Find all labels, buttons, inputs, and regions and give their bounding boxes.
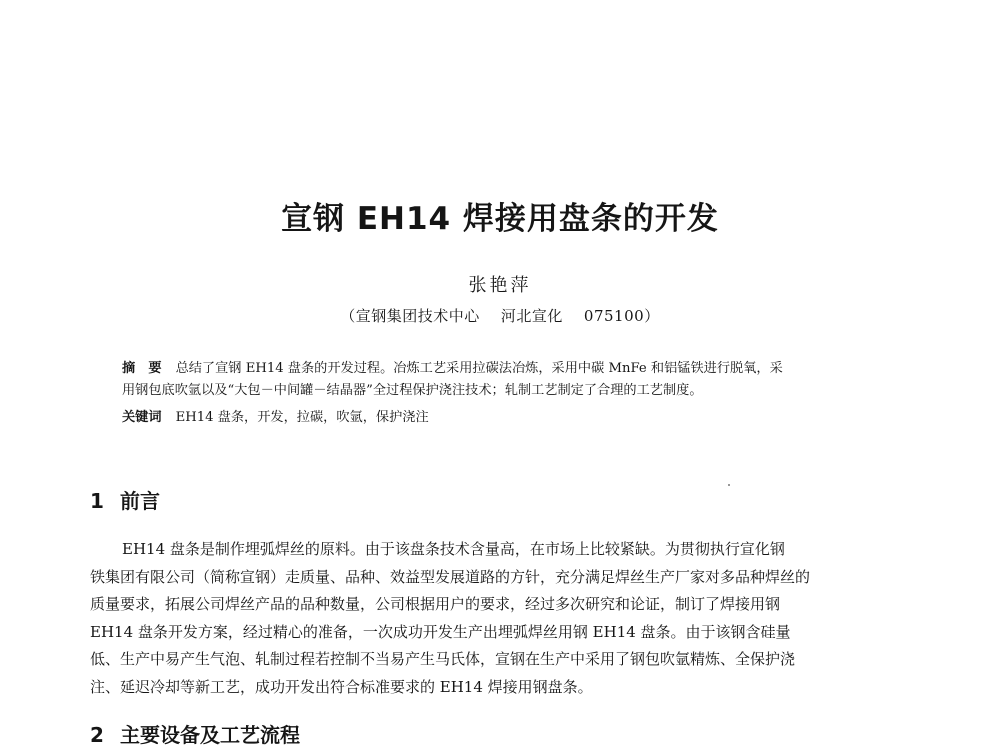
body-line: 铁集团有限公司（简称宣钢）走质量、品种、效益型发展道路的方针，充分满足焊丝生产厂家对多品种焊丝的 [90, 567, 811, 586]
body-line: 质量要求，拓展公司焊丝产品的品种数量，公司根据用户的要求，经过多次研究和论证，制订了焊接用钢 [90, 595, 781, 613]
keywords-label: 关键词 [122, 410, 162, 425]
abstract [122, 358, 892, 402]
section-1-body [90, 536, 920, 701]
abstract-line: 用钢包底吹氩以及“大包－中间罐－结晶器”全过程保护浇注技术；轧制工艺制定了合理的工艺制度。 [122, 383, 703, 398]
paper-title: 宣钢 EH14 焊接用盘条的开发 [281, 201, 719, 237]
section-2-number: 2 [90, 723, 104, 747]
scan-speck [728, 484, 730, 486]
abstract-label: 摘 要 [122, 361, 162, 376]
abstract-text: 总结了宣钢 EH14 盘条的开发过程。冶炼工艺采用拉碳法冶炼，采用中碳 MnFe 和铝锰铁进行脱氧，采 [175, 361, 783, 376]
section-1-heading [90, 485, 160, 514]
author-affiliation: （宣钢集团技术中心 河北宣化 075100） [340, 307, 660, 325]
abstract-line [122, 358, 892, 380]
body-line: EH14 盘条开发方案，经过精心的准备，一次成功开发生产出埋弧焊丝用钢 EH14 盘条。由于该钢含硅量 [90, 622, 791, 641]
body-line: EH14 盘条是制作埋弧焊丝的原料。由于该盘条技术含量高，在市场上比较紧缺。为贯彻执行宣化钢 [122, 540, 785, 558]
section-2-title: 主要设备及工艺流程 [120, 723, 300, 747]
section-1-number: 1 [90, 489, 104, 513]
body-line: 低、生产中易产生气泡、轧制过程若控制不当易产生马氏体，宣钢在生产中采用了钢包吹氩精炼、全保护浇 [90, 650, 796, 668]
author-name: 张艳萍 [468, 275, 532, 296]
body-line: 注、延迟冷却等新工艺，成功开发出符合标准要求的 EH14 焊接用钢盘条。 [90, 677, 593, 696]
keywords-text: EH14 盘条，开发，拉碳，吹氩，保护浇注 [175, 410, 429, 425]
section-1-title: 前言 [120, 489, 160, 513]
section-2-heading [90, 719, 300, 748]
keywords [122, 406, 429, 425]
